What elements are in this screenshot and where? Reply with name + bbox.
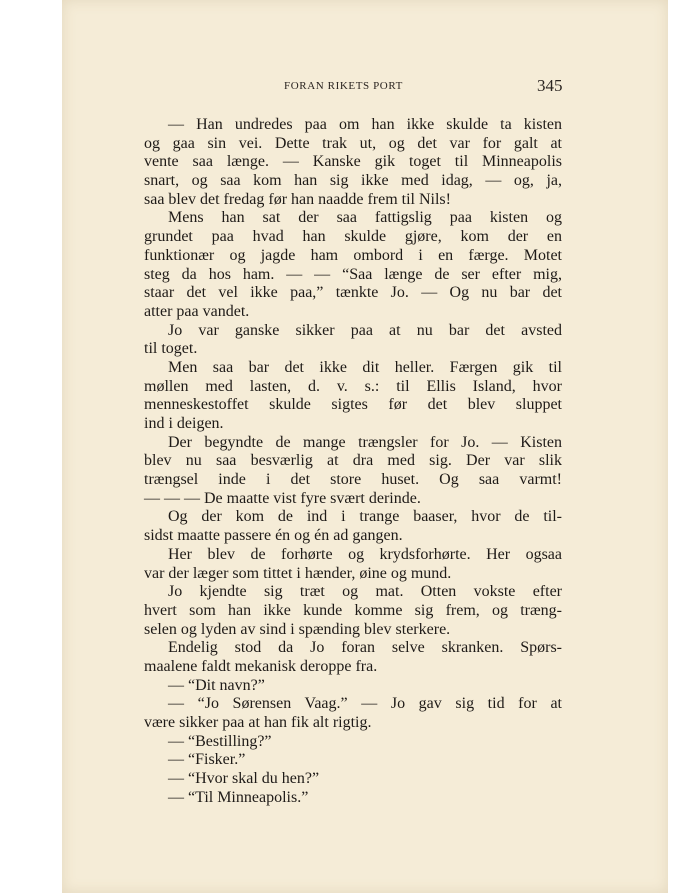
text-line: — “Fisker.”	[168, 751, 246, 769]
text-line: steg da hos ham. — — “Saa længe de ser efter mig,	[144, 265, 562, 283]
text-line: funktionær og jagde ham ombord i en færge. Motet	[144, 246, 562, 264]
text-line: Mens han sat der saa fattigslig paa kisten og	[168, 209, 562, 227]
text-line: trængsel inde i det store huset. Og saa varmt!	[144, 471, 562, 489]
text-line: maalene faldt mekanisk deroppe fra.	[144, 657, 378, 675]
text-line: Endelig stod da Jo foran selve skranken. Spørs-	[168, 639, 562, 657]
text-line: sidst maatte passere én og én ad gangen.	[144, 527, 403, 545]
text-line: Jo kjendte sig træt og mat. Otten vokste efter	[168, 583, 562, 601]
text-line: snart, og saa kom han sig ikke med idag, — og, ja,	[144, 172, 562, 190]
text-line: ind i deigen.	[144, 415, 224, 432]
text-line: vente saa længe. — Kanske gik toget til Minneapolis	[144, 153, 562, 171]
text-line: saa blev det fredag før han naadde frem til Nils!	[144, 190, 451, 208]
text-line: selen og lyden av sind i spænding blev sterkere.	[144, 620, 451, 638]
text-line: være sikker paa at han fik alt rigtig.	[144, 714, 372, 731]
text-line: møllen med lasten, d. v. s.: til Ellis Island, hvor	[144, 377, 562, 395]
text-line: hvert som han ikke kunde komme sig frem, og træng-	[144, 601, 562, 619]
text-line: — “Til Minneapolis.”	[168, 788, 309, 806]
page-number: 345	[537, 76, 563, 95]
text-line: — Han undredes paa om han ikke skulde ta kisten	[168, 116, 562, 133]
text-line: — “Bestilling?”	[168, 732, 272, 750]
text-line: — “Hvor skal du hen?”	[168, 770, 320, 788]
running-head: FORAN RIKETS PORT	[284, 80, 403, 92]
text-line: og gaa sin vei. Dette trak ut, og det var for galt at	[144, 134, 562, 152]
text-line: atter paa vandet.	[144, 302, 250, 320]
text-line: Der begyndte de mange trængsler for Jo. — Kisten	[168, 433, 562, 451]
text-line: Men saa bar det ikke dit heller. Færgen gik til	[168, 358, 562, 376]
text-line: Jo var ganske sikker paa at nu bar det avsted	[168, 321, 562, 339]
text-line: staar det vel ikke paa,” tænkte Jo. — Og nu bar det	[144, 284, 562, 302]
text-line: blev nu saa besværlig at dra med sig. Der var slik	[144, 452, 562, 470]
text-line: — — — De maatte vist fyre svært derinde.	[144, 489, 421, 507]
text-line: — “Dit navn?”	[168, 676, 265, 694]
text-line: til toget.	[144, 340, 198, 358]
text-line: var der læger som tittet i hænder, øine og mund.	[144, 564, 452, 582]
text-line: Her blev de forhørte og krydsforhørte. Her ogsaa	[168, 545, 562, 563]
text-line: — “Jo Sørensen Vaag.” — Jo gav sig tid for at	[168, 695, 562, 713]
page-header	[62, 76, 668, 100]
text-line: Og der kom de ind i trange baaser, hvor de til-	[168, 508, 562, 526]
body-text	[144, 116, 562, 807]
text-line: menneskestoffet skulde sigtes før det blev sluppet	[144, 396, 562, 414]
book-page	[62, 0, 668, 893]
text-line: grundet paa hvad han skulde gjøre, kom der en	[144, 228, 562, 246]
